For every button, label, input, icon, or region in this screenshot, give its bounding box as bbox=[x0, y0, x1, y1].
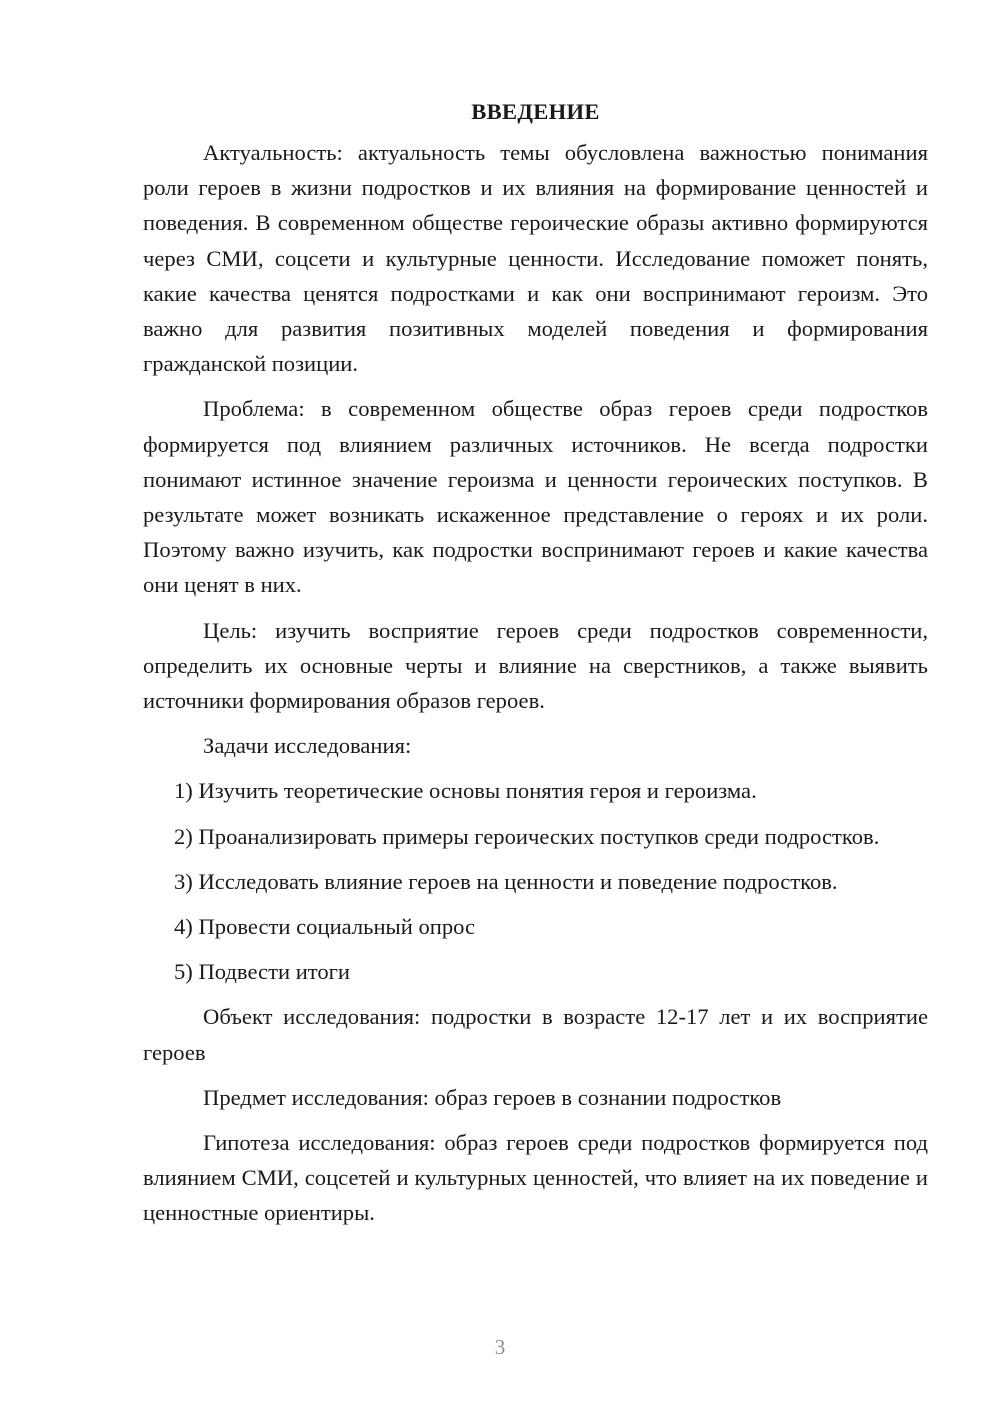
goal-paragraph: Цель: изучить восприятие героев среди подростков современности, определить их основные черты и влияние на сверстников, а также выявить источники формирования образов героев. bbox=[143, 617, 928, 714]
hypothesis-paragraph: Гипотеза исследования: образ героев среди подростков формируется под влиянием СМИ, соцсетей и культурных ценностей, что влияет на их поведение и ценностные ориентиры. bbox=[143, 1130, 928, 1226]
subject-paragraph: Предмет исследования: образ героев в сознании подростков bbox=[203, 1084, 782, 1110]
task-item-4: 4) Провести социальный опрос bbox=[174, 914, 476, 940]
tasks-title: Задачи исследования: bbox=[203, 733, 412, 759]
object-paragraph: Объект исследования: подростки в возрасте 12-17 лет и их восприятие героев bbox=[143, 1004, 928, 1065]
task-item-5: 5) Подвести итоги bbox=[174, 959, 351, 985]
relevance-paragraph: Актуальность: актуальность темы обусловлена важностью понимания роли героев в жизни подростков и их влияния на формирование ценностей и поведения. В современном обществе героические образы активно формируются через СМИ, соцсети и культурные ценности. Исследование поможет понять, какие качества ценятся подростками и как они воспринимают героизм. Это важно для развития позитивных моделей поведения и формирования гражданской позиции. bbox=[143, 140, 928, 377]
task-item-2: 2) Проанализировать примеры героических поступков среди подростков. bbox=[174, 823, 880, 849]
problem-paragraph: Проблема: в современном обществе образ героев среди подростков формируется под влиянием различных источников. Не всегда подростки понимают истинное значение героизма и ценности героических поступков. В результате может возникать искаженное представление о героях и их роли. Поэтому важно изучить, как подростки воспринимают героев и какие качества они ценят в них. bbox=[143, 396, 928, 598]
page-content bbox=[143, 97, 928, 1231]
page-number: 3 bbox=[494, 1335, 506, 1359]
section-heading: ВВЕДЕНИЕ bbox=[471, 99, 600, 124]
task-item-3: 3) Исследовать влияние героев на ценности и поведение подростков. bbox=[174, 868, 838, 894]
task-item-1: 1) Изучить теоретические основы понятия героя и героизма. bbox=[174, 778, 757, 804]
